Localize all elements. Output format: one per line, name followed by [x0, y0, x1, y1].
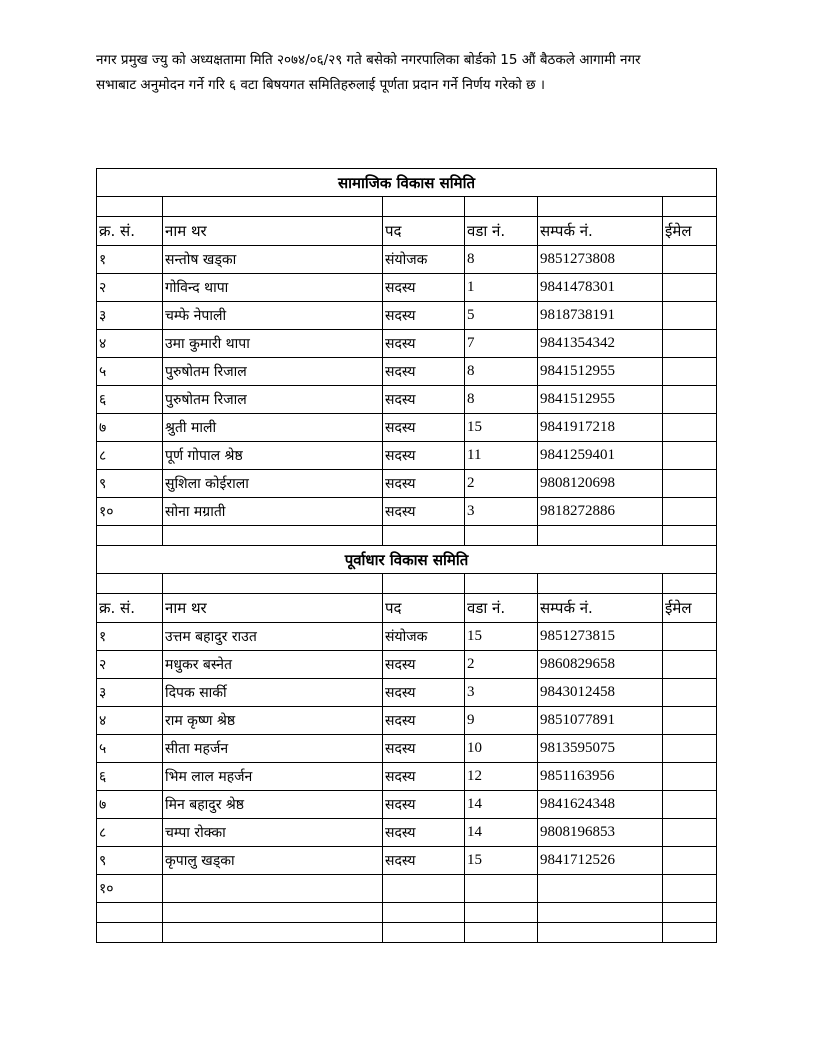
post-cell: सदस्य	[383, 498, 465, 526]
empty-cell	[663, 574, 717, 594]
serial-cell: ४	[97, 330, 163, 358]
spacer-row	[97, 574, 717, 594]
spacer-row	[97, 923, 717, 943]
serial-cell: ७	[97, 414, 163, 442]
email-cell	[663, 651, 717, 679]
table-row	[97, 735, 717, 763]
post-cell: संयोजक	[383, 623, 465, 651]
table-row	[97, 358, 717, 386]
empty-cell	[97, 923, 163, 943]
column-header: पद	[383, 217, 465, 246]
post-cell: सदस्य	[383, 819, 465, 847]
email-cell	[663, 707, 717, 735]
table-row	[97, 330, 717, 358]
table-row	[97, 679, 717, 707]
name-cell: पुरुषोतम रिजाल	[163, 386, 383, 414]
phone-cell: 9841512955	[538, 358, 663, 386]
empty-cell	[163, 197, 383, 217]
ward-cell	[465, 875, 538, 903]
phone-cell: 9841917218	[538, 414, 663, 442]
column-header: वडा नं.	[465, 217, 538, 246]
empty-cell	[465, 197, 538, 217]
post-cell: सदस्य	[383, 791, 465, 819]
phone-cell: 9818272886	[538, 498, 663, 526]
spacer-row	[97, 526, 717, 546]
table-row	[97, 442, 717, 470]
committee-title-row	[97, 169, 717, 197]
post-cell: सदस्य	[383, 302, 465, 330]
ward-cell: 2	[465, 651, 538, 679]
ward-cell: 15	[465, 623, 538, 651]
ward-cell: 1	[465, 274, 538, 302]
name-cell: गोविन्द थापा	[163, 274, 383, 302]
name-cell: सोना मग्राती	[163, 498, 383, 526]
serial-cell: ८	[97, 819, 163, 847]
phone-cell: 9851077891	[538, 707, 663, 735]
serial-cell: ५	[97, 735, 163, 763]
email-cell	[663, 875, 717, 903]
empty-cell	[383, 526, 465, 546]
email-cell	[663, 302, 717, 330]
table-row	[97, 763, 717, 791]
empty-cell	[163, 574, 383, 594]
name-cell	[163, 875, 383, 903]
table-row	[97, 274, 717, 302]
ward-cell: 7	[465, 330, 538, 358]
name-cell: दिपक सार्की	[163, 679, 383, 707]
email-cell	[663, 274, 717, 302]
email-cell	[663, 386, 717, 414]
post-cell: सदस्य	[383, 651, 465, 679]
empty-cell	[538, 903, 663, 923]
empty-cell	[383, 574, 465, 594]
empty-cell	[465, 903, 538, 923]
post-cell: सदस्य	[383, 735, 465, 763]
serial-cell: ५	[97, 358, 163, 386]
name-cell: उमा कुमारी थापा	[163, 330, 383, 358]
phone-cell: 9813595075	[538, 735, 663, 763]
post-cell: सदस्य	[383, 330, 465, 358]
spacer-row	[97, 903, 717, 923]
post-cell: सदस्य	[383, 707, 465, 735]
ward-cell: 8	[465, 246, 538, 274]
name-cell: मिन बहादुर श्रेष्ठ	[163, 791, 383, 819]
name-cell: पूर्ण गोपाल श्रेष्ठ	[163, 442, 383, 470]
email-cell	[663, 330, 717, 358]
serial-cell: ६	[97, 386, 163, 414]
table-row	[97, 246, 717, 274]
column-header-row	[97, 217, 717, 246]
table-row	[97, 819, 717, 847]
name-cell: सन्तोष खड्का	[163, 246, 383, 274]
column-header: वडा नं.	[465, 594, 538, 623]
table-row	[97, 651, 717, 679]
empty-cell	[97, 197, 163, 217]
phone-cell: 9841354342	[538, 330, 663, 358]
serial-cell: १०	[97, 498, 163, 526]
ward-cell: 14	[465, 819, 538, 847]
column-header: ईमेल	[663, 217, 717, 246]
email-cell	[663, 414, 717, 442]
name-cell: कृपालु खड्का	[163, 847, 383, 875]
post-cell: संयोजक	[383, 246, 465, 274]
phone-cell: 9808196853	[538, 819, 663, 847]
committees-table	[96, 168, 717, 943]
empty-cell	[465, 574, 538, 594]
ward-cell: 14	[465, 791, 538, 819]
ward-cell: 9	[465, 707, 538, 735]
table-row	[97, 791, 717, 819]
phone-cell: 9841624348	[538, 791, 663, 819]
phone-cell: 9851273808	[538, 246, 663, 274]
ward-cell: 10	[465, 735, 538, 763]
column-header: ईमेल	[663, 594, 717, 623]
table-row	[97, 847, 717, 875]
serial-cell: ८	[97, 442, 163, 470]
email-cell	[663, 498, 717, 526]
column-header-row	[97, 594, 717, 623]
name-cell: सीता महर्जन	[163, 735, 383, 763]
serial-cell: ७	[97, 791, 163, 819]
name-cell: राम कृष्ण श्रेष्ठ	[163, 707, 383, 735]
post-cell: सदस्य	[383, 442, 465, 470]
ward-cell: 2	[465, 470, 538, 498]
serial-cell: ४	[97, 707, 163, 735]
table-row	[97, 302, 717, 330]
committee-title: सामाजिक विकास समिति	[97, 169, 717, 197]
table-row	[97, 875, 717, 903]
table-row	[97, 470, 717, 498]
empty-cell	[465, 923, 538, 943]
email-cell	[663, 763, 717, 791]
table-row	[97, 623, 717, 651]
post-cell: सदस्य	[383, 414, 465, 442]
committee-title: पूर्वाधार विकास समिति	[97, 546, 717, 574]
column-header: क्र. सं.	[97, 217, 163, 246]
serial-cell: २	[97, 274, 163, 302]
email-cell	[663, 791, 717, 819]
name-cell: चम्पा रोक्का	[163, 819, 383, 847]
ward-cell: 12	[465, 763, 538, 791]
email-cell	[663, 819, 717, 847]
name-cell: भिम लाल महर्जन	[163, 763, 383, 791]
empty-cell	[163, 526, 383, 546]
table-row	[97, 498, 717, 526]
phone-cell: 9851273815	[538, 623, 663, 651]
ward-cell: 5	[465, 302, 538, 330]
empty-cell	[163, 923, 383, 943]
intro-line-1: नगर प्रमुख ज्यु को अध्यक्षतामा मिति २०७४/०६/२९ गते बसेको नगरपालिका बोर्डको 15 औं बैठकले आगामी नगर	[96, 52, 641, 68]
ward-cell: 8	[465, 358, 538, 386]
column-header: नाम थर	[163, 594, 383, 623]
ward-cell: 3	[465, 679, 538, 707]
ward-cell: 8	[465, 386, 538, 414]
phone-cell: 9841712526	[538, 847, 663, 875]
serial-cell: ३	[97, 302, 163, 330]
empty-cell	[538, 923, 663, 943]
empty-cell	[538, 197, 663, 217]
empty-cell	[663, 923, 717, 943]
table-row	[97, 386, 717, 414]
column-header: सम्पर्क नं.	[538, 594, 663, 623]
name-cell: सुशिला कोईराला	[163, 470, 383, 498]
empty-cell	[97, 903, 163, 923]
ward-cell: 15	[465, 847, 538, 875]
ward-cell: 11	[465, 442, 538, 470]
ward-cell: 15	[465, 414, 538, 442]
email-cell	[663, 847, 717, 875]
email-cell	[663, 623, 717, 651]
empty-cell	[663, 903, 717, 923]
serial-cell: ६	[97, 763, 163, 791]
committee-title-row	[97, 546, 717, 574]
name-cell: पुरुषोतम रिजाल	[163, 358, 383, 386]
phone-cell: 9841259401	[538, 442, 663, 470]
phone-cell: 9860829658	[538, 651, 663, 679]
table-row	[97, 414, 717, 442]
ward-cell: 3	[465, 498, 538, 526]
empty-cell	[383, 197, 465, 217]
email-cell	[663, 735, 717, 763]
intro-line-2: सभाबाट अनुमोदन गर्ने गरि ६ वटा बिषयगत समितिहरुलाई पूर्णता प्रदान गर्ने निर्णय गरेको छ ।	[96, 77, 546, 93]
post-cell: सदस्य	[383, 763, 465, 791]
empty-cell	[663, 526, 717, 546]
column-header: सम्पर्क नं.	[538, 217, 663, 246]
serial-cell: १	[97, 246, 163, 274]
name-cell: उत्तम बहादुर राउत	[163, 623, 383, 651]
post-cell: सदस्य	[383, 358, 465, 386]
phone-cell: 9841478301	[538, 274, 663, 302]
empty-cell	[538, 574, 663, 594]
intro-paragraph	[96, 48, 721, 98]
empty-cell	[383, 903, 465, 923]
empty-cell	[97, 574, 163, 594]
phone-cell: 9808120698	[538, 470, 663, 498]
post-cell: सदस्य	[383, 679, 465, 707]
phone-cell: 9843012458	[538, 679, 663, 707]
phone-cell: 9851163956	[538, 763, 663, 791]
name-cell: मधुकर बस्नेत	[163, 651, 383, 679]
table-row	[97, 707, 717, 735]
name-cell: श्रुती माली	[163, 414, 383, 442]
serial-cell: १०	[97, 875, 163, 903]
name-cell: चम्फे नेपाली	[163, 302, 383, 330]
post-cell: सदस्य	[383, 386, 465, 414]
post-cell: सदस्य	[383, 274, 465, 302]
email-cell	[663, 442, 717, 470]
post-cell	[383, 875, 465, 903]
email-cell	[663, 470, 717, 498]
column-header: नाम थर	[163, 217, 383, 246]
serial-cell: ३	[97, 679, 163, 707]
column-header: पद	[383, 594, 465, 623]
serial-cell: २	[97, 651, 163, 679]
empty-cell	[663, 197, 717, 217]
phone-cell: 9818738191	[538, 302, 663, 330]
empty-cell	[163, 903, 383, 923]
phone-cell	[538, 875, 663, 903]
empty-cell	[97, 526, 163, 546]
post-cell: सदस्य	[383, 847, 465, 875]
post-cell: सदस्य	[383, 470, 465, 498]
phone-cell: 9841512955	[538, 386, 663, 414]
serial-cell: १	[97, 623, 163, 651]
email-cell	[663, 679, 717, 707]
empty-cell	[465, 526, 538, 546]
column-header: क्र. सं.	[97, 594, 163, 623]
serial-cell: ९	[97, 847, 163, 875]
serial-cell: ९	[97, 470, 163, 498]
email-cell	[663, 358, 717, 386]
email-cell	[663, 246, 717, 274]
empty-cell	[383, 923, 465, 943]
spacer-row	[97, 197, 717, 217]
empty-cell	[538, 526, 663, 546]
